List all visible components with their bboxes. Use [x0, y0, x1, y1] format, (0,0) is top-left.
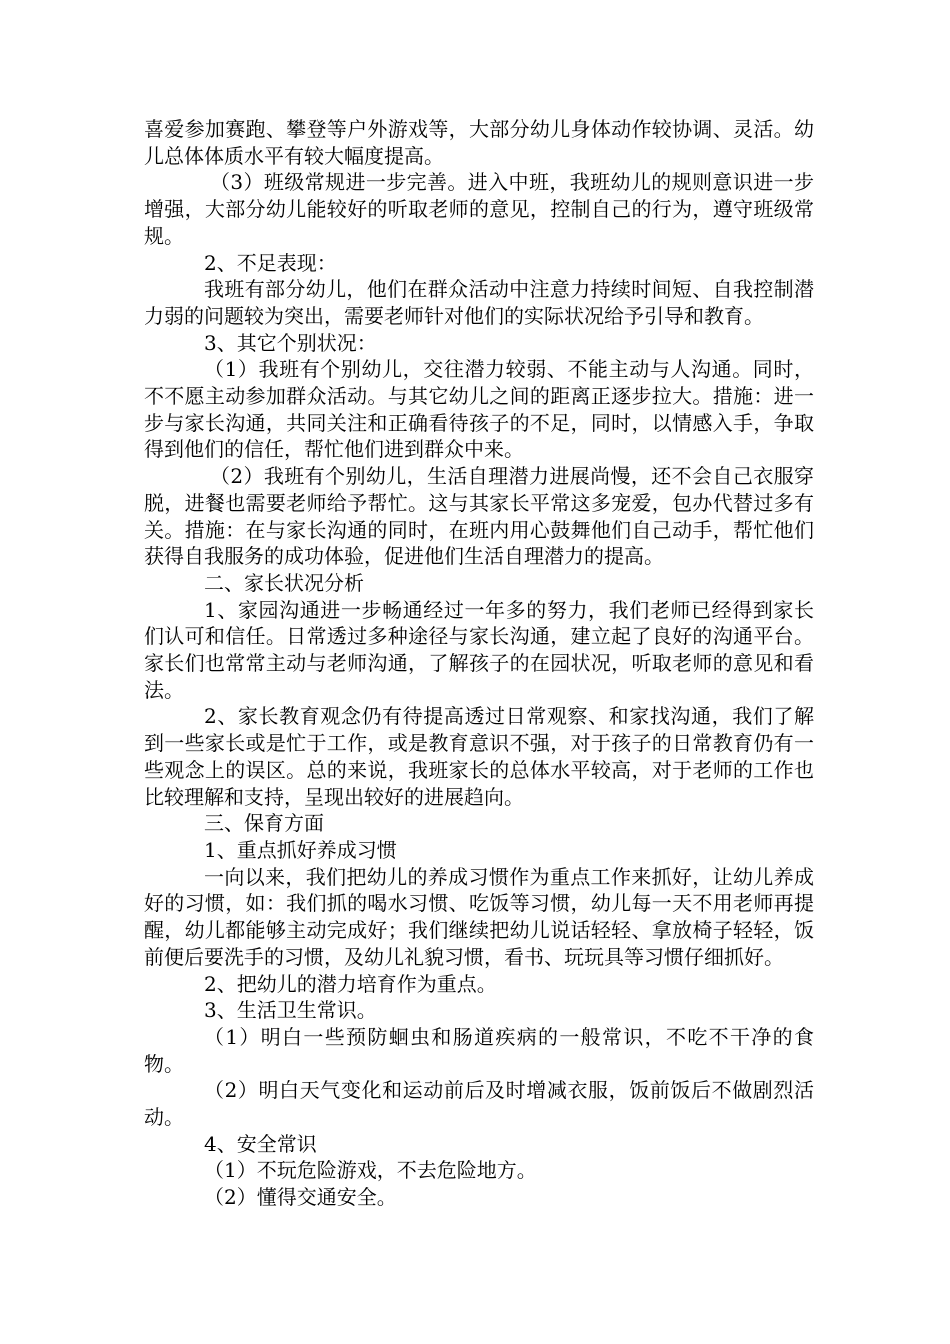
section-heading: 1、重点抓好养成习惯 [204, 837, 397, 862]
section-heading: 3、生活卫生常识。 [204, 998, 377, 1023]
paragraph: 喜爱参加赛跑、攀登等户外游戏等，大部分幼儿身体动作较协调、灵活。幼儿总体体质水平有较大幅度提高。 [144, 117, 814, 168]
paragraph: 2、家长教育观念仍有待提高透过日常观察、和家找沟通，我们了解到一些家长或是忙于工作，或是教育意识不强，对于孩子的日常教育仍有一些观念上的误区。总的来说，我班家长的总体水平较高，对于老师的工作也比较理解和支持，呈现出较好的进展趋向。 [144, 704, 814, 809]
paragraph: （1）我班有个别幼儿，交往潜力较弱、不能主动与人沟通。同时，不不愿主动参加群众活动。与其它幼儿之间的距离正逐步拉大。措施：进一步与家长沟通，共同关注和正确看待孩子的不足，同时，以情感入手，争取得到他们的信任，帮忙他们进到群众中来。 [144, 357, 814, 462]
paragraph: 1、家园沟通进一步畅通经过一年多的努力，我们老师已经得到家长们认可和信任。日常透过多种途径与家长沟通，建立起了良好的沟通平台。家长们也常常主动与老师沟通，了解孩子的在园状况，听取老师的意见和看法。 [144, 597, 814, 702]
paragraph: （2）明白天气变化和运动前后及时增减衣服，饭前饭后不做剧烈活动。 [144, 1078, 814, 1130]
section-heading: 二、家长状况分析 [204, 570, 364, 595]
paragraph: （2）我班有个别幼儿，生活自理潜力进展尚慢，还不会自己衣服穿脱，进餐也需要老师给予帮忙。这与其家长平常这多宠爱，包办代替过多有关。措施：在与家长沟通的同时，在班内用心鼓舞他们自己动手，帮忙他们获得自我服务的成功体验，促进他们生活自理潜力的提高。 [144, 464, 814, 569]
paragraph: （3）班级常规进一步完善。进入中班，我班幼儿的规则意识进一步增强，大部分幼儿能较好的听取老师的意见，控制自己的行为，遵守班级常规。 [144, 170, 814, 248]
section-heading: 2、把幼儿的潜力培育作为重点。 [204, 971, 497, 996]
section-heading: 3、其它个别状况： [204, 330, 377, 355]
list-item: （1）不玩危险游戏，不去危险地方。 [204, 1158, 537, 1183]
paragraph: 一向以来，我们把幼儿的养成习惯作为重点工作来抓好，让幼儿养成好的习惯，如：我们抓的喝水习惯、吃饭等习惯，幼儿每一天不用老师再提醒，幼儿都能够主动完成好；我们继续把幼儿说话轻轻、拿放椅子轻轻，饭前便后要洗手的习惯，及幼儿礼貌习惯，看书、玩玩具等习惯仔细抓好。 [144, 864, 814, 969]
document-body [144, 116, 814, 1211]
paragraph: （1）明白一些预防蛔虫和肠道疾病的一般常识，不吃不干净的食物。 [144, 1024, 814, 1076]
section-heading: 2、不足表现： [204, 250, 337, 275]
section-heading: 三、保育方面 [204, 811, 324, 836]
paragraph: 我班有部分幼儿，他们在群众活动中注意力持续时间短、自我控制潜力弱的问题较为突出，需要老师针对他们的实际状况给予引导和教育。 [144, 277, 814, 328]
list-item: （2）懂得交通安全。 [204, 1185, 397, 1210]
section-heading: 4、安全常识 [204, 1131, 317, 1156]
